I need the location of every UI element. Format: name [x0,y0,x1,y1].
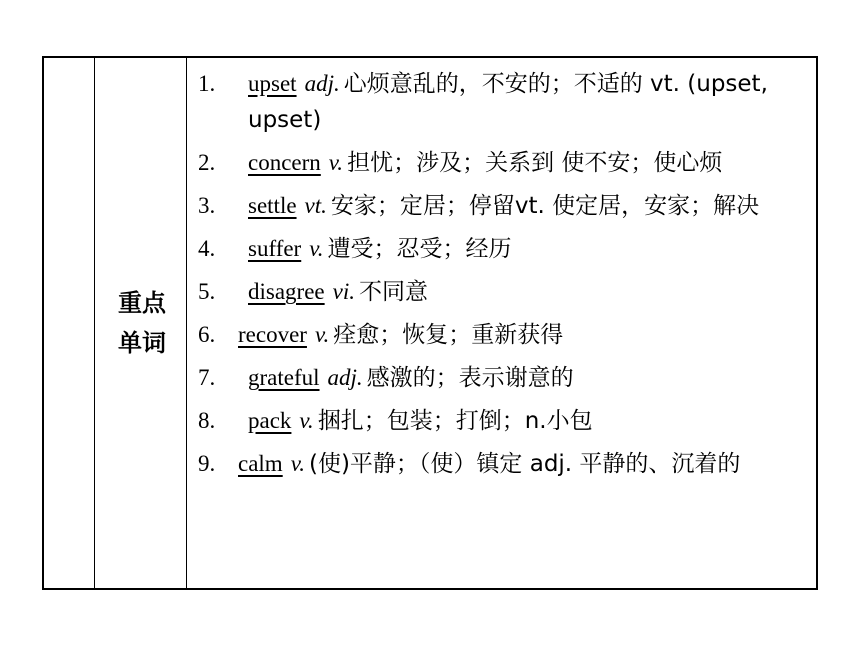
part-of-speech: adj. [304,71,340,96]
part-of-speech: v. [309,236,324,261]
vocab-entry [198,66,808,138]
definition: 安家；定居；停留vt. 使定居，安家；解决 [330,193,760,219]
definition: 担忧；涉及；关系到 使不安；使心烦 [347,150,723,176]
vocab-word: upset [248,71,297,96]
vocab-entry [198,360,808,396]
vocab-list [198,66,808,489]
vocab-word: settle [248,193,297,218]
part-of-speech: v. [328,150,344,175]
vocab-entry [198,446,808,482]
vocab-table [42,56,818,590]
part-of-speech: vi. [332,279,355,304]
entry-number: 6. [198,322,216,347]
vocab-word: calm [238,451,283,476]
section-label-cell [96,58,188,588]
column-divider [94,58,95,588]
part-of-speech: v. [290,451,305,476]
vocab-word: recover [238,322,307,347]
section-label-line: 单词 [118,329,166,357]
entry-number: 5. [198,279,216,304]
entry-number: 9. [198,451,216,476]
vocab-entry [198,231,808,267]
vocab-entry [198,317,808,353]
entry-number: 7. [198,365,216,390]
vocab-entry [198,188,808,224]
entry-number: 2. [198,150,216,175]
entry-number: 3. [198,193,216,218]
entry-number: 4. [198,236,216,261]
definition: 遭受；忍受；经历 [327,236,512,262]
entry-number: 1. [198,71,216,96]
part-of-speech: vt. [304,193,327,218]
vocab-entry [198,403,808,439]
part-of-speech: adj. [327,365,363,390]
section-label [118,283,166,363]
vocab-entry [198,274,808,310]
definition: 感激的；表示谢意的 [366,365,574,391]
vocab-word: disagree [248,279,325,304]
definition: 心烦意乱的，不安的；不适的 vt. (upset, upset) [248,71,768,133]
vocab-word: grateful [248,365,320,390]
section-label-line: 重点 [118,289,166,317]
definition: 不同意 [359,279,428,305]
entry-number: 8. [198,408,216,433]
vocab-entry [198,145,808,181]
definition: (使)平静；（使）镇定 adj. 平静的、沉着的 [308,451,741,477]
definition: 痊愈；恢复；重新获得 [333,322,564,348]
part-of-speech: v. [299,408,314,433]
vocab-word: suffer [248,236,302,261]
vocab-word: concern [248,150,321,175]
part-of-speech: v. [314,322,330,347]
definition: 捆扎；包装；打倒；n.小包 [317,408,593,434]
vocab-word: pack [248,408,292,433]
